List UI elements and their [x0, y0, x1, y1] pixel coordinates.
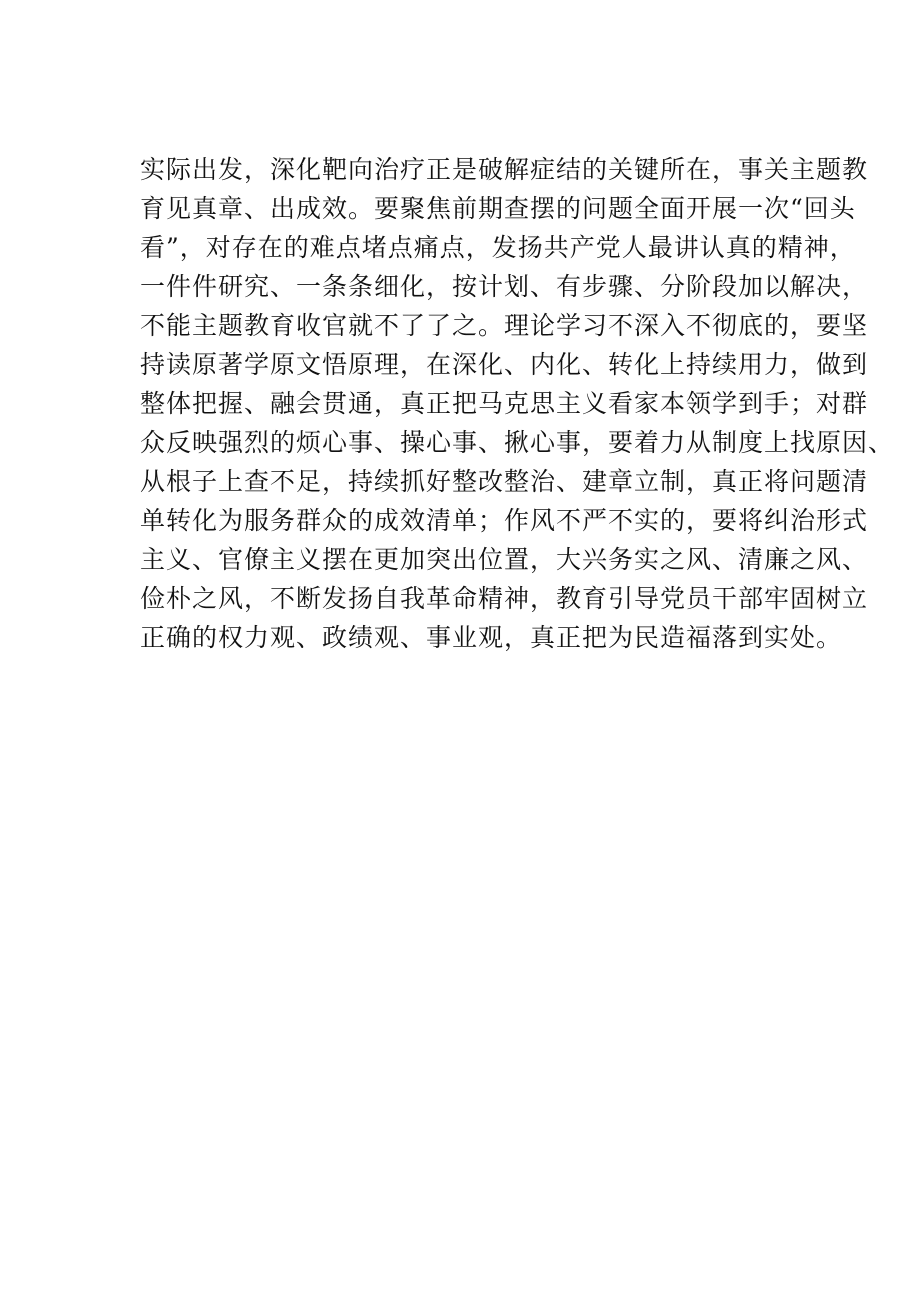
paragraph-line: 一件件研究、一条条细化，按计划、有步骤、分阶段加以解决， [140, 272, 869, 301]
paragraph-line: 众反映强烈的烦心事、操心事、揪心事，要着力从制度上找原因、 [140, 428, 895, 457]
paragraph-line: 正确的权力观、政绩观、事业观，真正把为民造福落到实处。 [140, 623, 843, 652]
paragraph-line: 单转化为服务群众的成效清单；作风不严不实的，要将纠治形式 [140, 506, 869, 535]
paragraph-line: 实际出发，深化靶向治疗正是破解症结的关键所在，事关主题教 [140, 155, 869, 184]
paragraph-line: 主义、官僚主义摆在更加突出位置，大兴务实之风、清廉之风、 [140, 545, 869, 574]
paragraph-line: 育见真章、出成效。要聚焦前期查摆的问题全面开展一次“回头 [140, 194, 856, 223]
body-paragraph [140, 150, 895, 657]
paragraph-line: 看”，对存在的难点堵点痛点，发扬共产党人最讲认真的精神， [140, 233, 856, 262]
paragraph-line: 俭朴之风，不断发扬自我革命精神，教育引导党员干部牢固树立 [140, 584, 869, 613]
paragraph-line: 从根子上查不足，持续抓好整改整治、建章立制，真正将问题清 [140, 467, 869, 496]
paragraph-line: 不能主题教育收官就不了了之。理论学习不深入不彻底的，要坚 [140, 311, 869, 340]
paragraph-line: 持读原著学原文悟原理，在深化、内化、转化上持续用力，做到 [140, 350, 869, 379]
paragraph-line: 整体把握、融会贯通，真正把马克思主义看家本领学到手；对群 [140, 389, 869, 418]
